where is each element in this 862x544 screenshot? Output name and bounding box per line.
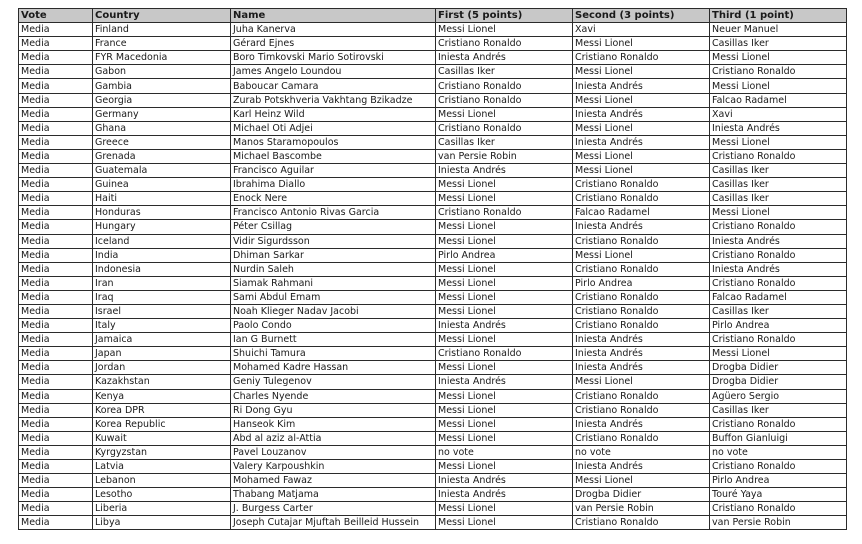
cell-vote: Media	[19, 474, 93, 488]
cell-first: Messi Lionel	[436, 276, 573, 290]
cell-second: Messi Lionel	[573, 248, 710, 262]
cell-vote: Media	[19, 389, 93, 403]
cell-vote: Media	[19, 361, 93, 375]
cell-second: Iniesta Andrés	[573, 220, 710, 234]
table-row	[19, 248, 847, 262]
cell-vote: Media	[19, 262, 93, 276]
cell-third: Cristiano Ronaldo	[710, 333, 847, 347]
cell-third: Iniesta Andrés	[710, 262, 847, 276]
cell-vote: Media	[19, 445, 93, 459]
cell-second: no vote	[573, 445, 710, 459]
cell-third: Cristiano Ronaldo	[710, 149, 847, 163]
cell-second: Cristiano Ronaldo	[573, 51, 710, 65]
cell-name: Valery Karpoushkin	[231, 460, 436, 474]
header-row	[19, 9, 847, 23]
cell-second: Cristiano Ronaldo	[573, 304, 710, 318]
header-first: First (5 points)	[436, 9, 573, 23]
cell-third: Iniesta Andrés	[710, 234, 847, 248]
table-row	[19, 403, 847, 417]
cell-second: Cristiano Ronaldo	[573, 319, 710, 333]
cell-second: Cristiano Ronaldo	[573, 389, 710, 403]
table-row	[19, 290, 847, 304]
cell-first: Messi Lionel	[436, 516, 573, 530]
cell-third: Messi Lionel	[710, 135, 847, 149]
cell-name: Thabang Matjama	[231, 488, 436, 502]
table-row	[19, 93, 847, 107]
table-row	[19, 304, 847, 318]
cell-vote: Media	[19, 121, 93, 135]
table-row	[19, 389, 847, 403]
cell-first: Messi Lionel	[436, 234, 573, 248]
cell-second: Cristiano Ronaldo	[573, 431, 710, 445]
cell-name: Mohamed Fawaz	[231, 474, 436, 488]
cell-name: Siamak Rahmani	[231, 276, 436, 290]
table-row	[19, 488, 847, 502]
table-row	[19, 65, 847, 79]
cell-third: Messi Lionel	[710, 347, 847, 361]
cell-name: Geniy Tulegenov	[231, 375, 436, 389]
cell-country: Grenada	[93, 149, 231, 163]
cell-country: Jordan	[93, 361, 231, 375]
cell-name: Francisco Antonio Rivas Garcia	[231, 206, 436, 220]
cell-name: Dhiman Sarkar	[231, 248, 436, 262]
cell-name: Vidir Sigurdsson	[231, 234, 436, 248]
table-row	[19, 276, 847, 290]
cell-vote: Media	[19, 37, 93, 51]
cell-vote: Media	[19, 164, 93, 178]
cell-vote: Media	[19, 290, 93, 304]
cell-country: Korea Republic	[93, 417, 231, 431]
cell-vote: Media	[19, 23, 93, 37]
cell-name: Nurdin Saleh	[231, 262, 436, 276]
cell-vote: Media	[19, 319, 93, 333]
cell-country: Libya	[93, 516, 231, 530]
cell-first: Cristiano Ronaldo	[436, 206, 573, 220]
cell-name: Michael Oti Adjei	[231, 121, 436, 135]
cell-third: Drogba Didier	[710, 375, 847, 389]
cell-first: Casillas Iker	[436, 135, 573, 149]
header-second: Second (3 points)	[573, 9, 710, 23]
cell-vote: Media	[19, 51, 93, 65]
cell-second: Cristiano Ronaldo	[573, 516, 710, 530]
cell-country: Guinea	[93, 178, 231, 192]
table-row	[19, 220, 847, 234]
table-row	[19, 474, 847, 488]
cell-third: Touré Yaya	[710, 488, 847, 502]
cell-vote: Media	[19, 149, 93, 163]
cell-name: Francisco Aguilar	[231, 164, 436, 178]
cell-vote: Media	[19, 220, 93, 234]
cell-country: Gabon	[93, 65, 231, 79]
cell-vote: Media	[19, 460, 93, 474]
cell-name: Shuichi Tamura	[231, 347, 436, 361]
cell-first: Messi Lionel	[436, 460, 573, 474]
cell-name: Baboucar Camara	[231, 79, 436, 93]
cell-name: Mohamed Kadre Hassan	[231, 361, 436, 375]
cell-second: Messi Lionel	[573, 65, 710, 79]
cell-country: Haiti	[93, 192, 231, 206]
cell-second: Messi Lionel	[573, 149, 710, 163]
table-row	[19, 23, 847, 37]
cell-second: Iniesta Andrés	[573, 107, 710, 121]
cell-name: Michael Bascombe	[231, 149, 436, 163]
cell-third: Falcao Radamel	[710, 290, 847, 304]
cell-vote: Media	[19, 135, 93, 149]
header-vote: Vote	[19, 9, 93, 23]
cell-first: Cristiano Ronaldo	[436, 121, 573, 135]
cell-first: Messi Lionel	[436, 107, 573, 121]
cell-name: Ian G Burnett	[231, 333, 436, 347]
cell-third: Pirlo Andrea	[710, 319, 847, 333]
cell-country: Germany	[93, 107, 231, 121]
cell-third: Casillas Iker	[710, 304, 847, 318]
cell-vote: Media	[19, 192, 93, 206]
cell-name: Abd al aziz al-Attia	[231, 431, 436, 445]
cell-first: Messi Lionel	[436, 417, 573, 431]
table-row	[19, 445, 847, 459]
cell-country: Italy	[93, 319, 231, 333]
cell-first: Cristiano Ronaldo	[436, 37, 573, 51]
cell-country: Lesotho	[93, 488, 231, 502]
cell-name: Charles Nyende	[231, 389, 436, 403]
table-row	[19, 149, 847, 163]
cell-name: Zurab Potskhveria Vakhtang Bzikadze	[231, 93, 436, 107]
cell-third: Cristiano Ronaldo	[710, 65, 847, 79]
table-row	[19, 361, 847, 375]
cell-country: Japan	[93, 347, 231, 361]
cell-first: Messi Lionel	[436, 23, 573, 37]
cell-third: Casillas Iker	[710, 178, 847, 192]
cell-country: Iraq	[93, 290, 231, 304]
cell-name: Enock Nere	[231, 192, 436, 206]
cell-vote: Media	[19, 417, 93, 431]
header-third: Third (1 point)	[710, 9, 847, 23]
cell-vote: Media	[19, 65, 93, 79]
cell-first: Messi Lionel	[436, 389, 573, 403]
cell-name: Paolo Condo	[231, 319, 436, 333]
cell-country: Latvia	[93, 460, 231, 474]
cell-first: Messi Lionel	[436, 304, 573, 318]
cell-vote: Media	[19, 206, 93, 220]
cell-third: Cristiano Ronaldo	[710, 460, 847, 474]
cell-first: Messi Lionel	[436, 262, 573, 276]
cell-third: Falcao Radamel	[710, 93, 847, 107]
cell-name: Juha Kanerva	[231, 23, 436, 37]
cell-name: Joseph Cutajar Mjuftah Beilleid Hussein	[231, 516, 436, 530]
cell-second: Iniesta Andrés	[573, 361, 710, 375]
cell-third: Agüero Sergio	[710, 389, 847, 403]
cell-third: Cristiano Ronaldo	[710, 248, 847, 262]
cell-first: Messi Lionel	[436, 403, 573, 417]
cell-third: no vote	[710, 445, 847, 459]
cell-vote: Media	[19, 248, 93, 262]
table-row	[19, 135, 847, 149]
cell-name: Péter Csillag	[231, 220, 436, 234]
table-row	[19, 121, 847, 135]
cell-second: Drogba Didier	[573, 488, 710, 502]
table-row	[19, 206, 847, 220]
table-row	[19, 460, 847, 474]
cell-vote: Media	[19, 107, 93, 121]
cell-first: Iniesta Andrés	[436, 488, 573, 502]
cell-vote: Media	[19, 502, 93, 516]
cell-country: Lebanon	[93, 474, 231, 488]
cell-third: Casillas Iker	[710, 37, 847, 51]
cell-second: Iniesta Andrés	[573, 135, 710, 149]
cell-country: Honduras	[93, 206, 231, 220]
cell-vote: Media	[19, 276, 93, 290]
table-row	[19, 502, 847, 516]
cell-country: Indonesia	[93, 262, 231, 276]
cell-name: Karl Heinz Wild	[231, 107, 436, 121]
cell-name: James Angelo Loundou	[231, 65, 436, 79]
cell-first: Iniesta Andrés	[436, 319, 573, 333]
cell-country: Liberia	[93, 502, 231, 516]
table-row	[19, 431, 847, 445]
cell-country: India	[93, 248, 231, 262]
cell-third: Casillas Iker	[710, 164, 847, 178]
cell-country: FYR Macedonia	[93, 51, 231, 65]
cell-first: Casillas Iker	[436, 65, 573, 79]
cell-second: Pirlo Andrea	[573, 276, 710, 290]
cell-country: Iran	[93, 276, 231, 290]
table-row	[19, 178, 847, 192]
table-row	[19, 79, 847, 93]
cell-second: Cristiano Ronaldo	[573, 403, 710, 417]
cell-vote: Media	[19, 93, 93, 107]
cell-country: Kenya	[93, 389, 231, 403]
cell-second: Cristiano Ronaldo	[573, 178, 710, 192]
cell-vote: Media	[19, 431, 93, 445]
cell-first: Iniesta Andrés	[436, 375, 573, 389]
cell-vote: Media	[19, 234, 93, 248]
table-row	[19, 234, 847, 248]
cell-third: Drogba Didier	[710, 361, 847, 375]
cell-vote: Media	[19, 347, 93, 361]
cell-third: van Persie Robin	[710, 516, 847, 530]
cell-second: Messi Lionel	[573, 164, 710, 178]
cell-name: Noah Klieger Nadav Jacobi	[231, 304, 436, 318]
cell-first: no vote	[436, 445, 573, 459]
cell-first: Messi Lionel	[436, 178, 573, 192]
cell-third: Messi Lionel	[710, 206, 847, 220]
table-row	[19, 262, 847, 276]
cell-second: Xavi	[573, 23, 710, 37]
cell-country: Georgia	[93, 93, 231, 107]
cell-vote: Media	[19, 403, 93, 417]
cell-country: Gambia	[93, 79, 231, 93]
cell-third: Xavi	[710, 107, 847, 121]
cell-name: Gérard Ejnes	[231, 37, 436, 51]
cell-country: Finland	[93, 23, 231, 37]
cell-third: Pirlo Andrea	[710, 474, 847, 488]
table-row	[19, 37, 847, 51]
cell-first: Iniesta Andrés	[436, 164, 573, 178]
cell-third: Casillas Iker	[710, 192, 847, 206]
table-row	[19, 347, 847, 361]
cell-first: Pirlo Andrea	[436, 248, 573, 262]
cell-first: Messi Lionel	[436, 333, 573, 347]
table-body	[19, 23, 847, 530]
cell-second: Cristiano Ronaldo	[573, 290, 710, 304]
cell-second: Falcao Radamel	[573, 206, 710, 220]
cell-second: Cristiano Ronaldo	[573, 262, 710, 276]
cell-third: Messi Lionel	[710, 79, 847, 93]
cell-third: Cristiano Ronaldo	[710, 276, 847, 290]
cell-vote: Media	[19, 375, 93, 389]
cell-first: Messi Lionel	[436, 502, 573, 516]
cell-third: Buffon Gianluigi	[710, 431, 847, 445]
cell-second: Cristiano Ronaldo	[573, 234, 710, 248]
cell-name: Manos Staramopoulos	[231, 135, 436, 149]
table-row	[19, 333, 847, 347]
cell-second: Messi Lionel	[573, 37, 710, 51]
cell-first: Iniesta Andrés	[436, 474, 573, 488]
cell-first: Cristiano Ronaldo	[436, 347, 573, 361]
cell-third: Iniesta Andrés	[710, 121, 847, 135]
cell-name: J. Burgess Carter	[231, 502, 436, 516]
cell-country: France	[93, 37, 231, 51]
cell-country: Kyrgyzstan	[93, 445, 231, 459]
cell-name: Sami Abdul Emam	[231, 290, 436, 304]
cell-third: Cristiano Ronaldo	[710, 502, 847, 516]
cell-third: Casillas Iker	[710, 403, 847, 417]
cell-country: Iceland	[93, 234, 231, 248]
table-row	[19, 192, 847, 206]
table-row	[19, 51, 847, 65]
cell-second: Messi Lionel	[573, 121, 710, 135]
table-row	[19, 164, 847, 178]
cell-first: Messi Lionel	[436, 290, 573, 304]
cell-vote: Media	[19, 488, 93, 502]
cell-first: Cristiano Ronaldo	[436, 79, 573, 93]
cell-country: Kuwait	[93, 431, 231, 445]
cell-name: Pavel Louzanov	[231, 445, 436, 459]
cell-vote: Media	[19, 178, 93, 192]
cell-first: Iniesta Andrés	[436, 51, 573, 65]
cell-second: Iniesta Andrés	[573, 347, 710, 361]
cell-name: Hanseok Kim	[231, 417, 436, 431]
header-name: Name	[231, 9, 436, 23]
cell-third: Cristiano Ronaldo	[710, 417, 847, 431]
cell-second: Messi Lionel	[573, 375, 710, 389]
cell-second: Iniesta Andrés	[573, 79, 710, 93]
cell-first: Messi Lionel	[436, 220, 573, 234]
cell-first: Cristiano Ronaldo	[436, 93, 573, 107]
cell-country: Greece	[93, 135, 231, 149]
cell-second: Iniesta Andrés	[573, 333, 710, 347]
cell-country: Kazakhstan	[93, 375, 231, 389]
cell-country: Hungary	[93, 220, 231, 234]
cell-name: Ibrahima Diallo	[231, 178, 436, 192]
cell-vote: Media	[19, 79, 93, 93]
cell-name: Boro Timkovski Mario Sotirovski	[231, 51, 436, 65]
cell-second: van Persie Robin	[573, 502, 710, 516]
cell-country: Korea DPR	[93, 403, 231, 417]
cell-country: Jamaica	[93, 333, 231, 347]
votes-table	[18, 8, 847, 530]
cell-first: Messi Lionel	[436, 361, 573, 375]
cell-third: Cristiano Ronaldo	[710, 220, 847, 234]
table-row	[19, 417, 847, 431]
cell-vote: Media	[19, 304, 93, 318]
cell-first: van Persie Robin	[436, 149, 573, 163]
cell-name: Ri Dong Gyu	[231, 403, 436, 417]
cell-first: Messi Lionel	[436, 192, 573, 206]
header-country: Country	[93, 9, 231, 23]
cell-second: Iniesta Andrés	[573, 417, 710, 431]
cell-vote: Media	[19, 333, 93, 347]
table-row	[19, 319, 847, 333]
cell-second: Messi Lionel	[573, 93, 710, 107]
cell-second: Messi Lionel	[573, 474, 710, 488]
cell-country: Guatemala	[93, 164, 231, 178]
cell-country: Ghana	[93, 121, 231, 135]
cell-third: Messi Lionel	[710, 51, 847, 65]
table-row	[19, 107, 847, 121]
cell-first: Messi Lionel	[436, 431, 573, 445]
cell-second: Iniesta Andrés	[573, 460, 710, 474]
cell-vote: Media	[19, 516, 93, 530]
cell-third: Neuer Manuel	[710, 23, 847, 37]
cell-country: Israel	[93, 304, 231, 318]
table-row	[19, 516, 847, 530]
table-row	[19, 375, 847, 389]
cell-second: Cristiano Ronaldo	[573, 192, 710, 206]
